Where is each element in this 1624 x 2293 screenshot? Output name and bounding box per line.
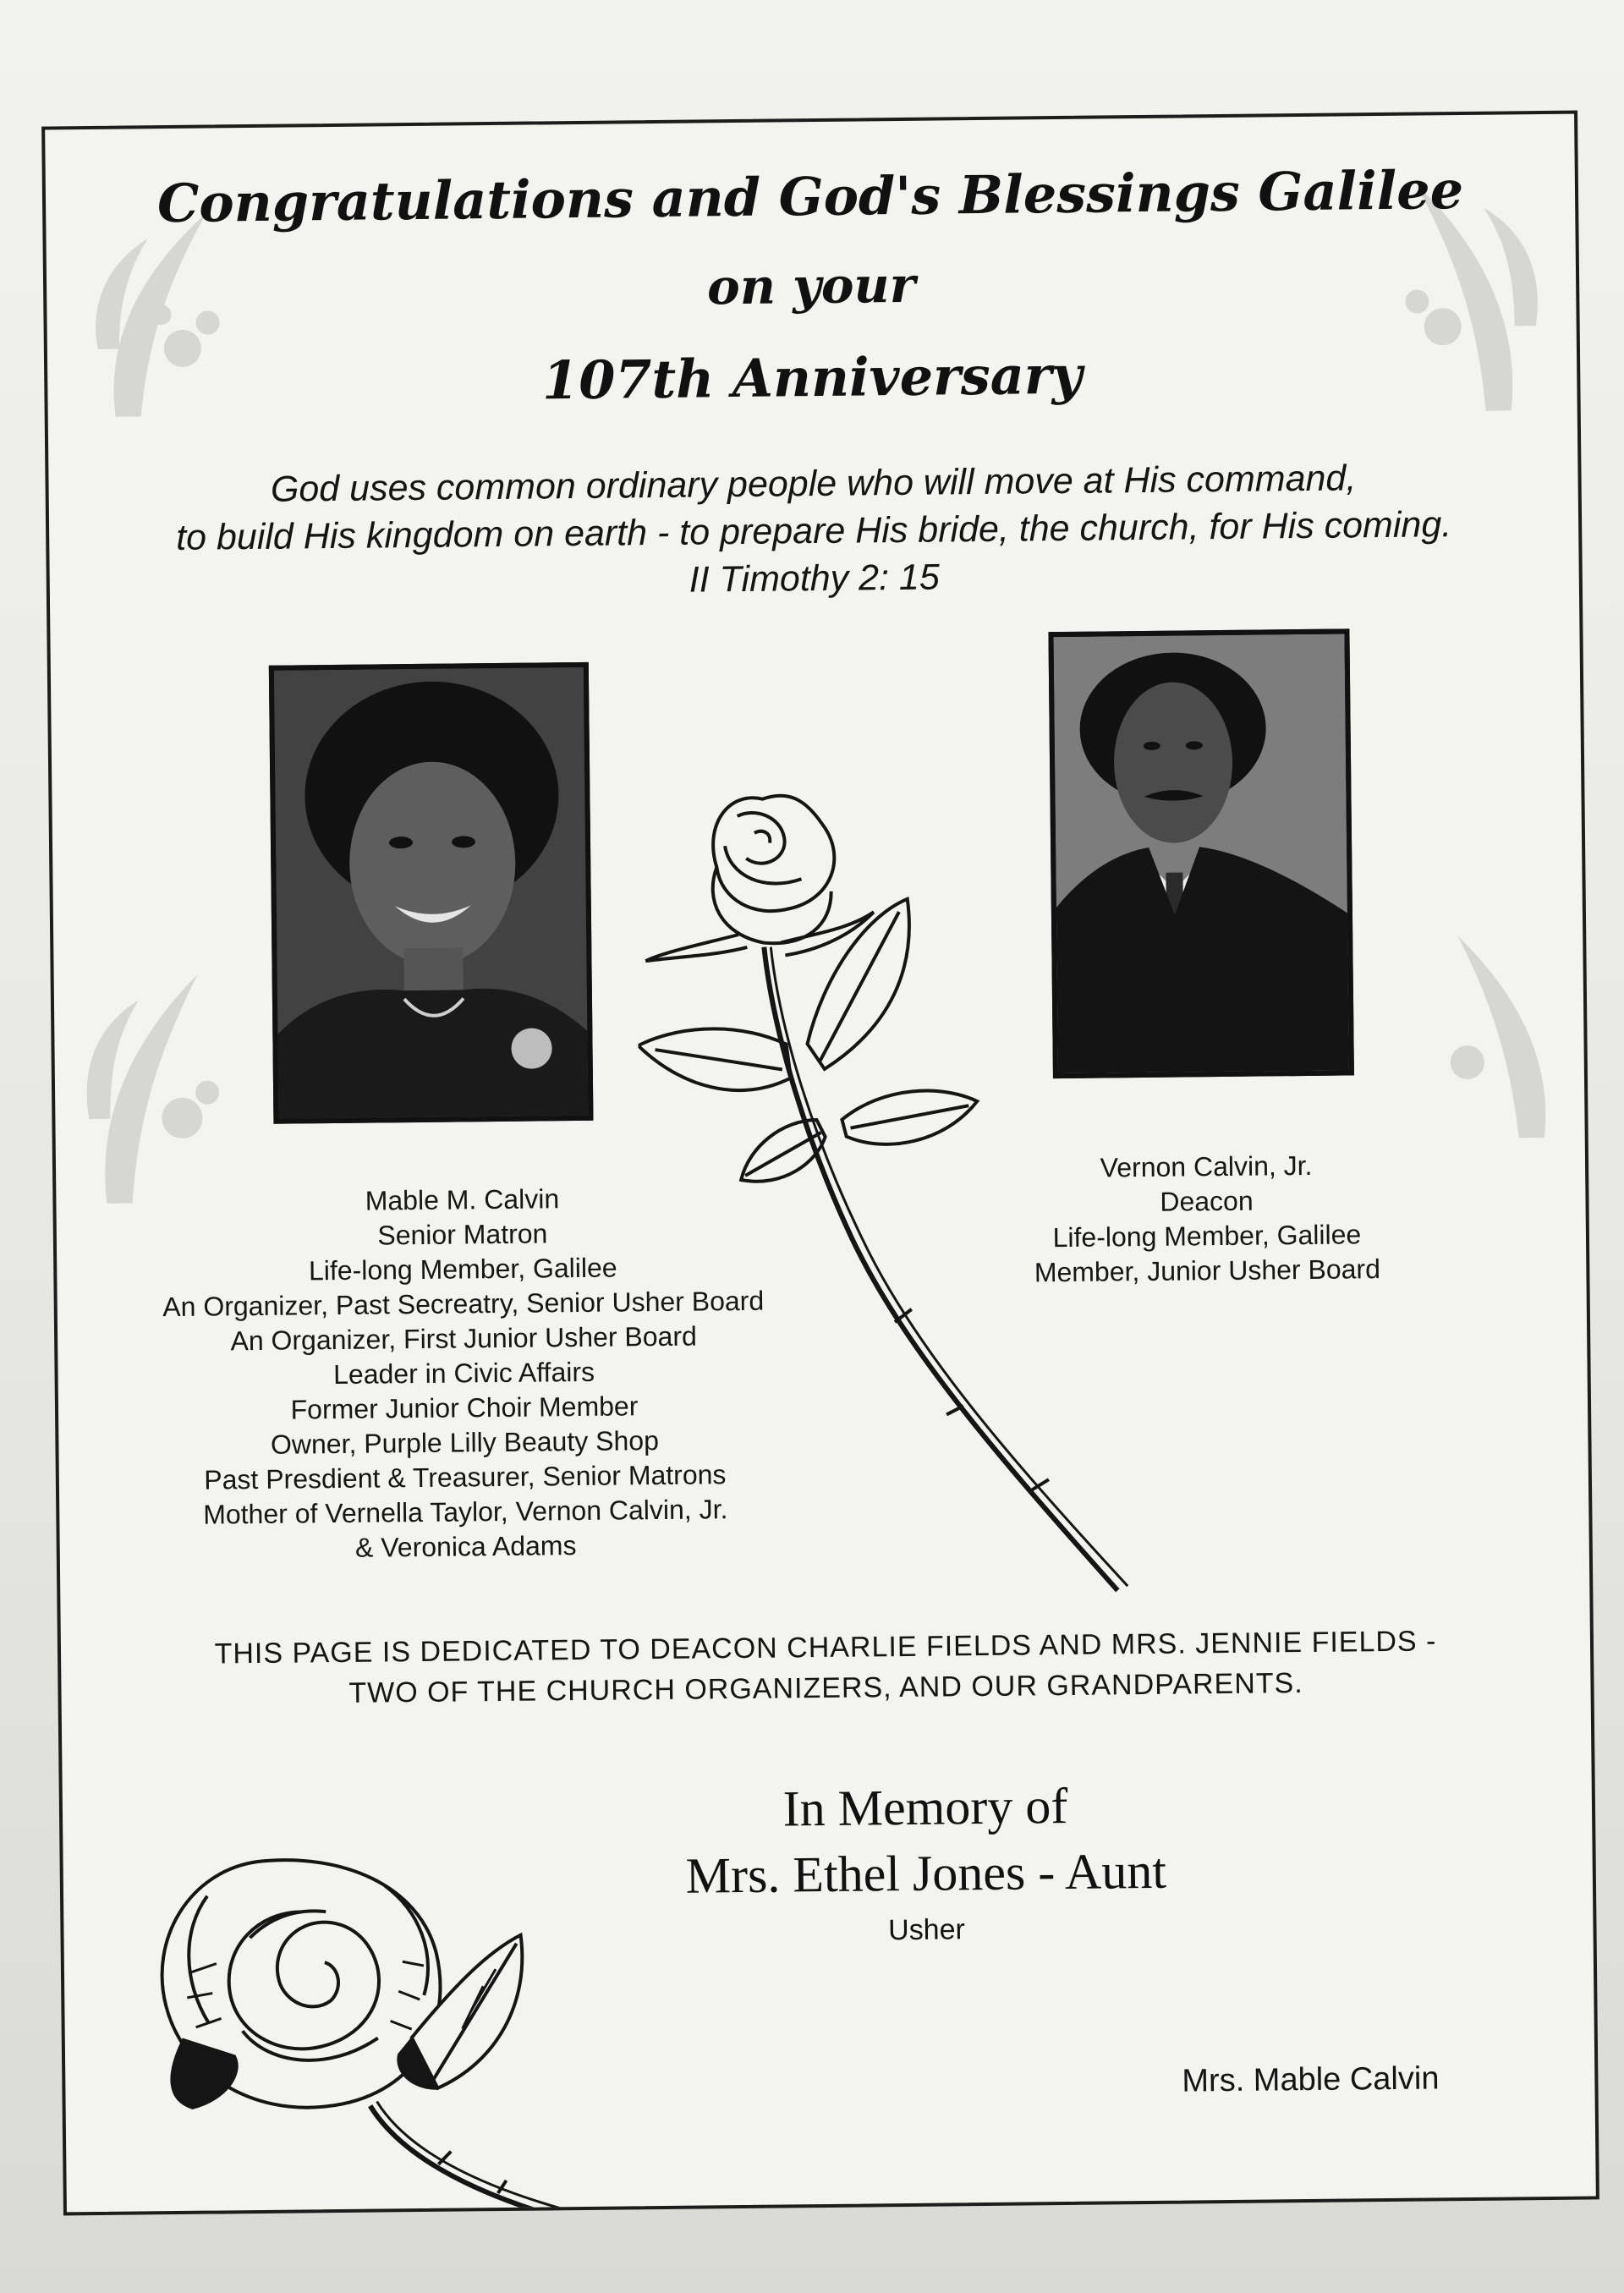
- caption-line: Senior Matron: [377, 1218, 548, 1251]
- caption-line: Life-long Member, Galilee: [308, 1252, 617, 1286]
- page-frame: [41, 111, 1599, 2216]
- caption-line: Mable M. Calvin: [365, 1183, 560, 1216]
- ornament-mid-left: [70, 931, 259, 1212]
- caption-line: Owner, Purple Lilly Beauty Shop: [270, 1425, 660, 1460]
- caption-line: Life-long Member, Galilee: [1052, 1219, 1362, 1253]
- dedication-line-2: TWO OF THE CHURCH ORGANIZERS, AND OUR GRANDPARENTS.: [348, 1667, 1303, 1709]
- caption-line: Leader in Civic Affairs: [332, 1356, 595, 1391]
- memory-title: In Memory of: [782, 1777, 1068, 1837]
- caption-line: Deacon: [1160, 1185, 1254, 1217]
- caption-line: An Organizer, Past Secreatry, Senior Usher Board: [162, 1285, 765, 1323]
- woman-caption: [81, 1179, 847, 1568]
- page-subhead: on your: [706, 255, 916, 316]
- memory-role: Usher: [887, 1913, 966, 1947]
- verse-line-2: to build His kingdom on earth - to prepare His bride, the church, for His coming.: [175, 504, 1452, 558]
- anniversary-title: 107th Anniversary: [541, 343, 1083, 412]
- caption-line: Past Presdient & Treasurer, Senior Matrons: [204, 1459, 727, 1495]
- verse-line-1: God uses common ordinary people who will move at His command,: [270, 458, 1357, 510]
- caption-line: Vernon Calvin, Jr.: [1100, 1149, 1313, 1183]
- caption-line: & Veronica Adams: [354, 1530, 577, 1563]
- caption-line: Mother of Vernella Taylor, Vernon Calvin, Jr.: [203, 1494, 728, 1530]
- signature: Mrs. Mable Calvin: [1182, 2060, 1440, 2099]
- ornament-mid-right: [1407, 892, 1578, 1148]
- caption-line: Member, Junior Usher Board: [1034, 1253, 1381, 1288]
- woman-portrait-icon: [274, 667, 589, 1119]
- dedication-line-1: THIS PAGE IS DEDICATED TO DEACON CHARLIE FIELDS AND MRS. JENNIE FIELDS -: [214, 1625, 1437, 1670]
- page-headline: Congratulations and God's Blessings Galilee: [156, 158, 1464, 235]
- caption-line: An Organizer, First Junior Usher Board: [230, 1320, 697, 1357]
- memory-name: Mrs. Ethel Jones - Aunt: [685, 1842, 1167, 1904]
- portrait-photo-woman: [269, 662, 594, 1124]
- caption-line: Former Junior Choir Member: [290, 1391, 639, 1425]
- verse-reference: II Timothy 2: 15: [689, 557, 940, 601]
- man-caption: [944, 1147, 1470, 1291]
